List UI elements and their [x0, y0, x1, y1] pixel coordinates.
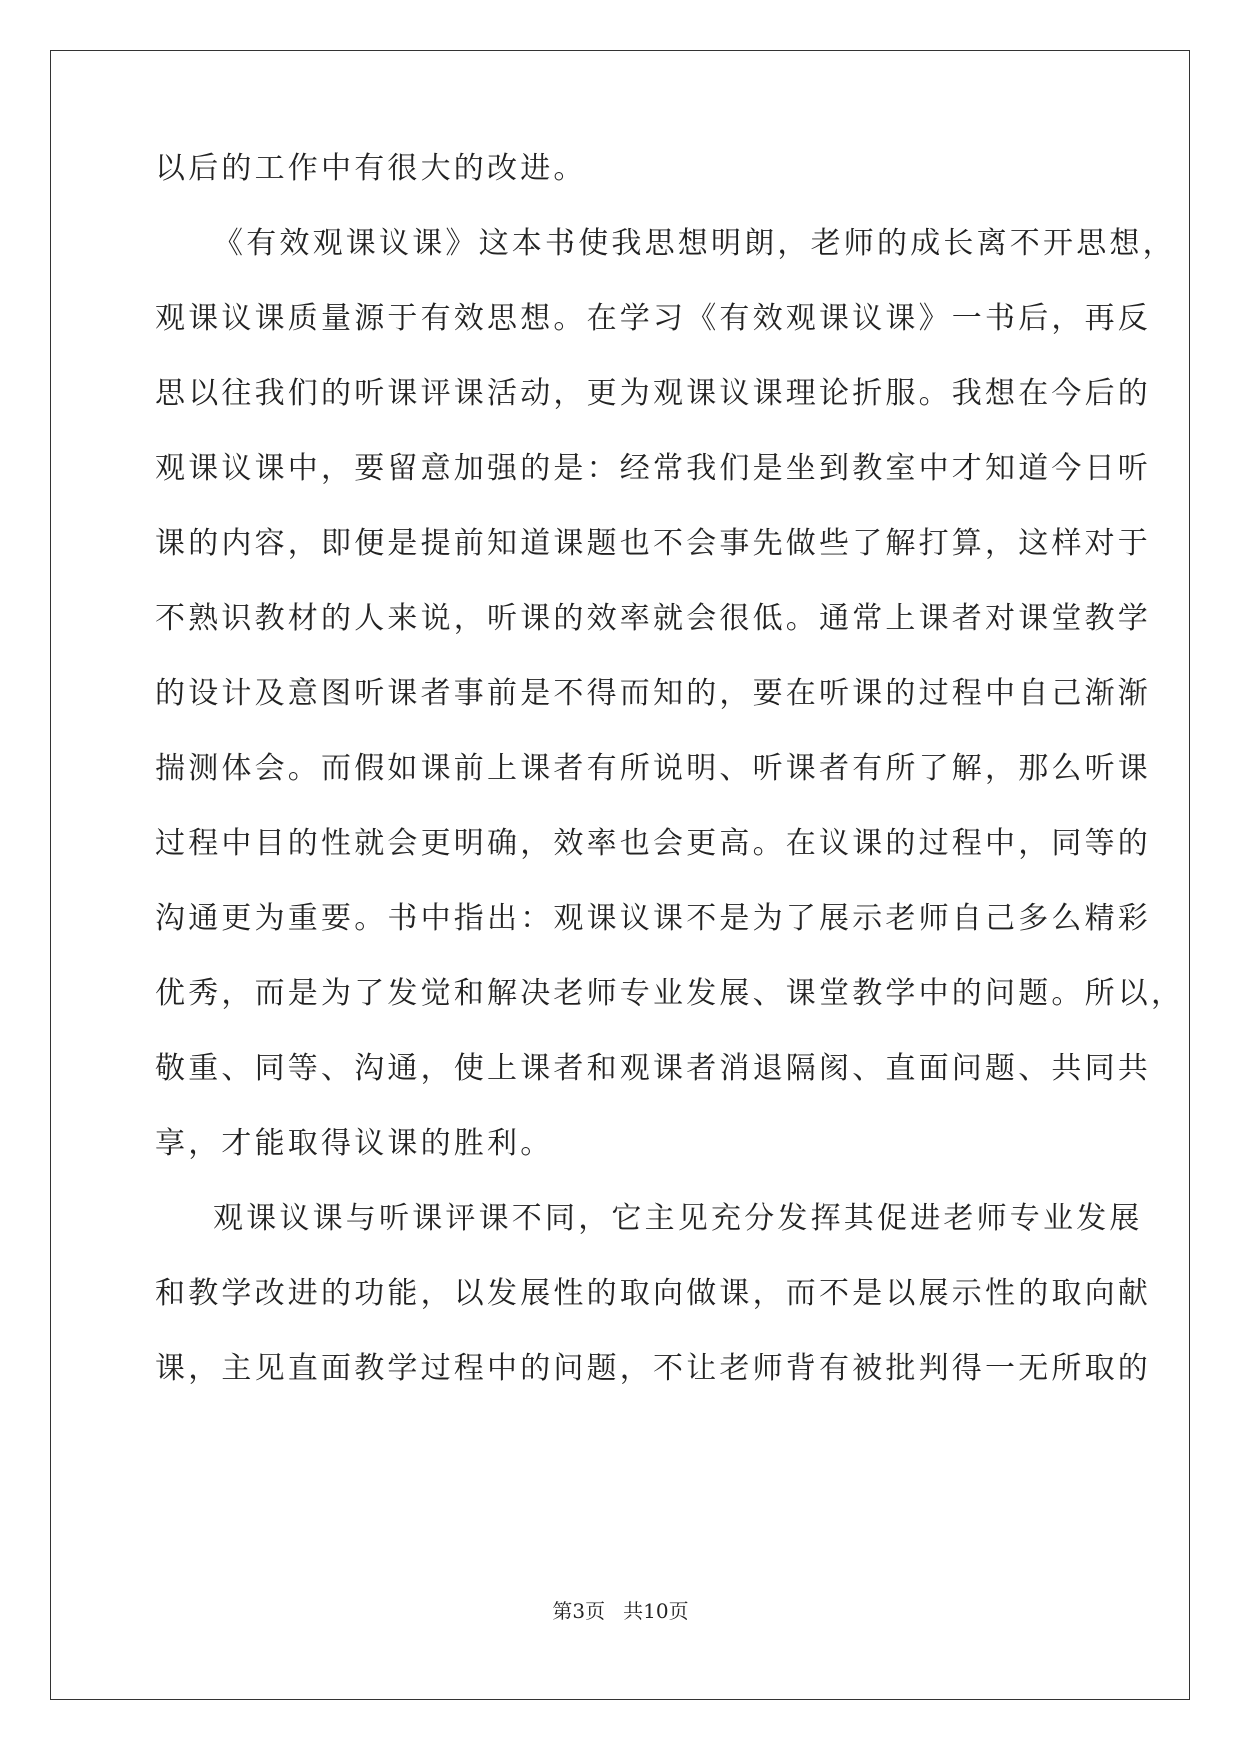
text-line: 以后的工作中有很大的改进。	[155, 151, 587, 186]
text-line: 揣测体会。而假如课前上课者有所说明、听课者有所了解，那么听课	[155, 751, 1151, 786]
text-line: 优秀，而是为了发觉和解决老师专业发展、课堂教学中的问题。所以，	[155, 976, 1185, 1011]
text-line: 敬重、同等、沟通，使上课者和观课者消退隔阂、直面问题、共同共	[155, 1051, 1151, 1086]
text-line: 不熟识教材的人来说，听课的效率就会很低。通常上课者对课堂教学	[155, 601, 1151, 636]
text-line: 观课议课质量源于有效思想。在学习《有效观课议课》一书后，再反	[155, 301, 1151, 336]
page-number: 第3页	[552, 1599, 606, 1623]
text-line: 思以往我们的听课评课活动，更为观课议课理论折服。我想在今后的	[155, 376, 1151, 411]
text-line: 过程中目的性就会更明确，效率也会更高。在议课的过程中，同等的	[155, 826, 1151, 861]
text-line: 课的内容，即便是提前知道课题也不会事先做些了解打算，这样对于	[155, 526, 1151, 561]
text-line: 享，才能取得议课的胜利。	[155, 1126, 554, 1161]
text-line: 观课议课与听课评课不同，它主见充分发挥其促进老师专业发展	[213, 1201, 1143, 1236]
text-line: 《有效观课议课》这本书使我思想明朗，老师的成长离不开思想，	[213, 226, 1176, 261]
page-total: 共10页	[623, 1599, 689, 1623]
text-line: 的设计及意图听课者事前是不得而知的，要在听课的过程中自己渐渐	[155, 676, 1151, 711]
page-footer	[0, 1597, 1241, 1625]
text-line: 课，主见直面教学过程中的问题，不让老师背有被批判得一无所取的	[155, 1351, 1151, 1386]
text-line: 观课议课中，要留意加强的是：经常我们是坐到教室中才知道今日听	[155, 451, 1151, 486]
text-line: 和教学改进的功能，以发展性的取向做课，而不是以展示性的取向献	[155, 1276, 1151, 1311]
text-line: 沟通更为重要。书中指出：观课议课不是为了展示老师自己多么精彩	[155, 901, 1151, 936]
